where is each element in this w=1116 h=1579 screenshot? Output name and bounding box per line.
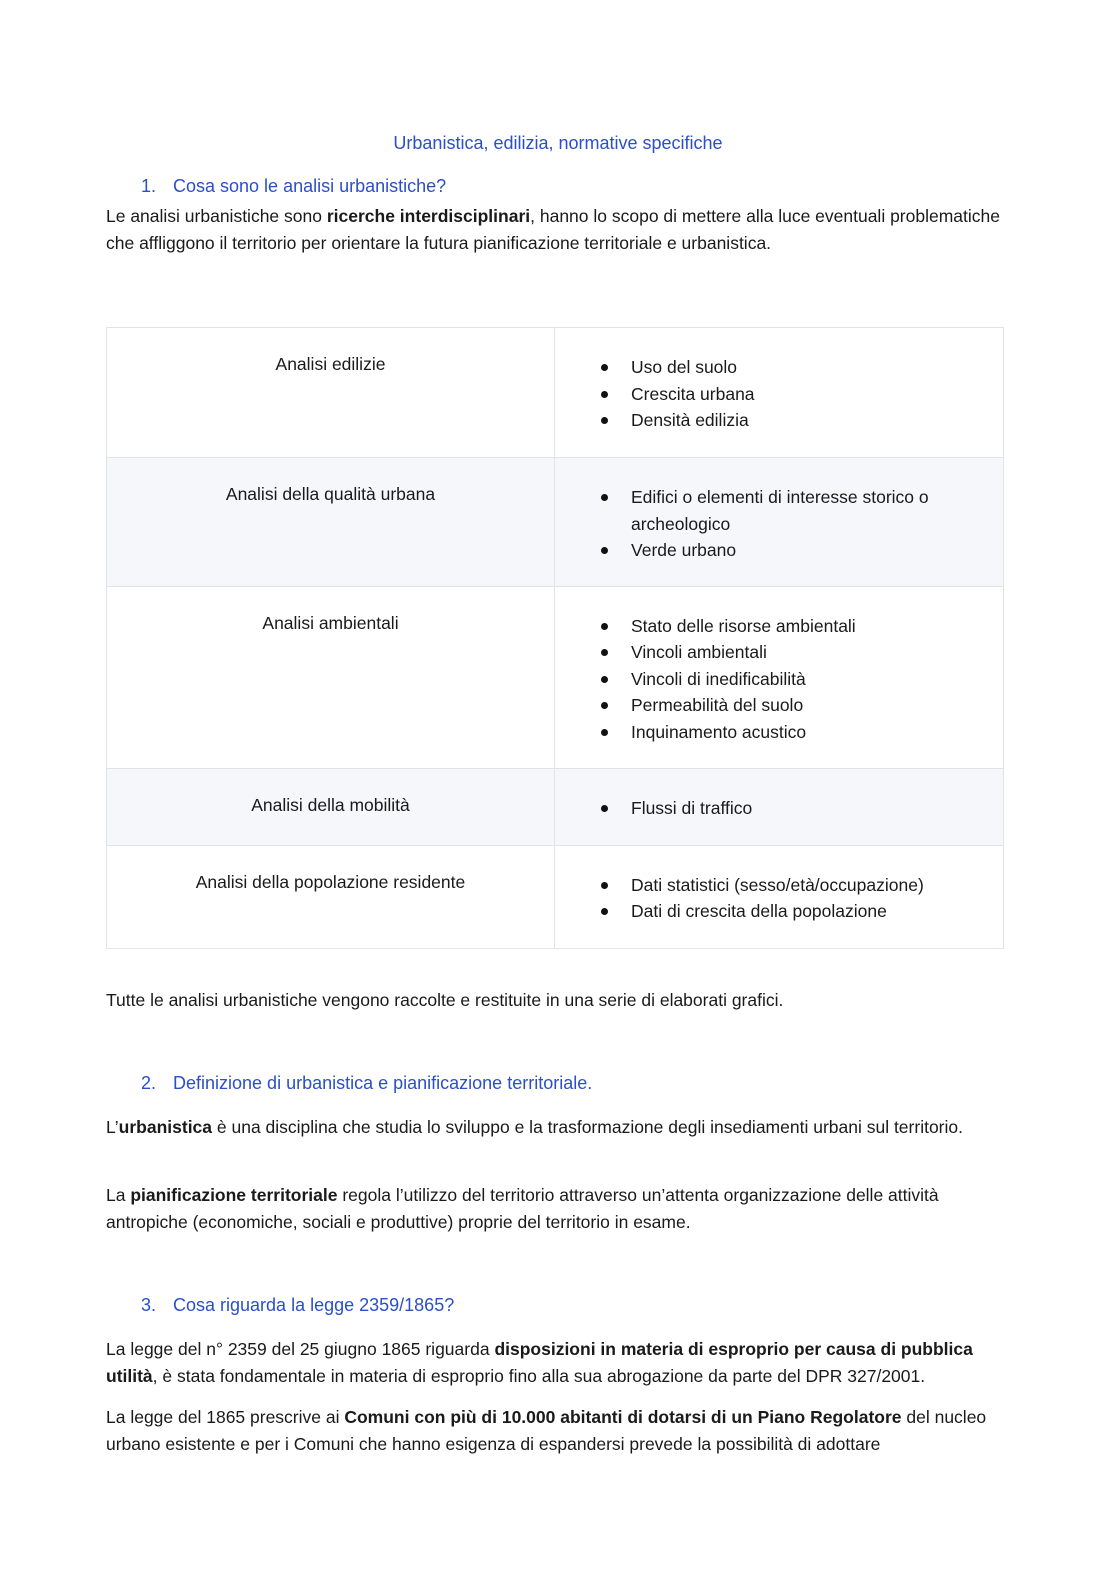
row-items: [555, 328, 1004, 458]
row-items: [555, 845, 1004, 948]
list-item: Flussi di traffico: [631, 795, 1003, 822]
row-label: Analisi della qualità urbana: [107, 458, 555, 587]
row-label: Analisi ambientali: [107, 586, 555, 768]
list-item: Dati statistici (sesso/età/occupazione): [631, 872, 1003, 899]
para-text: La legge del n° 2359 del 25 giugno 1865 riguarda: [106, 1339, 495, 1359]
intro-bold: ricerche interdisciplinari: [326, 206, 531, 226]
section-2-paragraph-2: [106, 1182, 1006, 1236]
list-item: Verde urbano: [631, 537, 1003, 564]
list-item: Edifici o elementi di interesse storico o archeologico: [631, 484, 1003, 537]
row-items: [555, 768, 1004, 845]
table-row: [107, 768, 1004, 845]
row-items: [555, 586, 1004, 768]
list-item: Densità edilizia: [631, 407, 1003, 434]
para-text-end: del nucleo urbano esistente e per i Comuni che hanno esigenza di espandersi prevede la possibilità di adottare: [106, 1407, 987, 1454]
table-row: [107, 845, 1004, 948]
section-2-heading: [141, 1073, 592, 1094]
para-text-end: regola l’utilizzo del territorio attraverso un’attenta organizzazione delle attività antropiche (economiche, sociali e produttive) proprie del territorio in esame.: [106, 1185, 939, 1232]
analysis-table: [106, 327, 1004, 949]
list-item: Vincoli ambientali: [631, 639, 1003, 666]
section-1-closing: Tutte le analisi urbanistiche vengono raccolte e restituite in una serie di elaborati grafici.: [106, 990, 784, 1010]
para-text: L’: [106, 1117, 119, 1137]
section-1-heading-text: Cosa sono le analisi urbanistiche?: [173, 176, 447, 196]
para-text: La legge del 1865 prescrive ai: [106, 1407, 345, 1427]
section-3-paragraph-2: [106, 1404, 1006, 1458]
list-item: Uso del suolo: [631, 354, 1003, 381]
row-label: Analisi della popolazione residente: [107, 845, 555, 948]
list-item: Stato delle risorse ambientali: [631, 613, 1003, 640]
section-3-heading: [141, 1295, 454, 1316]
section-1-heading: [141, 176, 446, 197]
row-label: Analisi edilizie: [107, 328, 555, 458]
para-bold: urbanistica: [118, 1117, 213, 1137]
para-text-end: , è stata fondamentale in materia di esproprio fino alla sua abrogazione da parte del DPR 327/2001.: [152, 1366, 926, 1386]
list-item: Crescita urbana: [631, 381, 1003, 408]
section-3-number: 3.: [141, 1295, 157, 1315]
table-row: [107, 586, 1004, 768]
para-bold: Comuni con più di 10.000 abitanti di dotarsi di un Piano Regolatore: [344, 1407, 902, 1427]
section-2-paragraph-1: [106, 1114, 1006, 1141]
intro-text: Le analisi urbanistiche sono: [106, 206, 327, 226]
para-text-end: è una disciplina che studia lo sviluppo e la trasformazione degli insediamenti urbani sul territorio.: [212, 1117, 963, 1137]
section-3-heading-text: Cosa riguarda la legge 2359/1865?: [173, 1295, 455, 1315]
para-text: La: [106, 1185, 131, 1205]
list-item: Dati di crescita della popolazione: [631, 898, 1003, 925]
para-bold: disposizioni in materia di esproprio per causa di pubblica utilità: [106, 1339, 973, 1386]
list-item: Permeabilità del suolo: [631, 692, 1003, 719]
list-item: Inquinamento acustico: [631, 719, 1003, 746]
section-3-paragraph-1: [106, 1336, 1006, 1390]
list-item: Vincoli di inedificabilità: [631, 666, 1003, 693]
intro-text-end: , hanno lo scopo di mettere alla luce eventuali problematiche che affliggono il territorio per orientare la futura pianificazione territoriale e urbanistica.: [106, 206, 1000, 253]
section-2-heading-text: Definizione di urbanistica e pianificazione territoriale.: [173, 1073, 593, 1093]
para-bold: pianificazione territoriale: [130, 1185, 338, 1205]
row-items: [555, 458, 1004, 587]
section-2-number: 2.: [141, 1073, 157, 1093]
row-label: Analisi della mobilità: [107, 768, 555, 845]
document-title: Urbanistica, edilizia, normative specifiche: [393, 133, 723, 153]
table-row: [107, 458, 1004, 587]
section-1-intro: [106, 203, 1006, 257]
section-1-number: 1.: [141, 176, 157, 196]
table-row: [107, 328, 1004, 458]
